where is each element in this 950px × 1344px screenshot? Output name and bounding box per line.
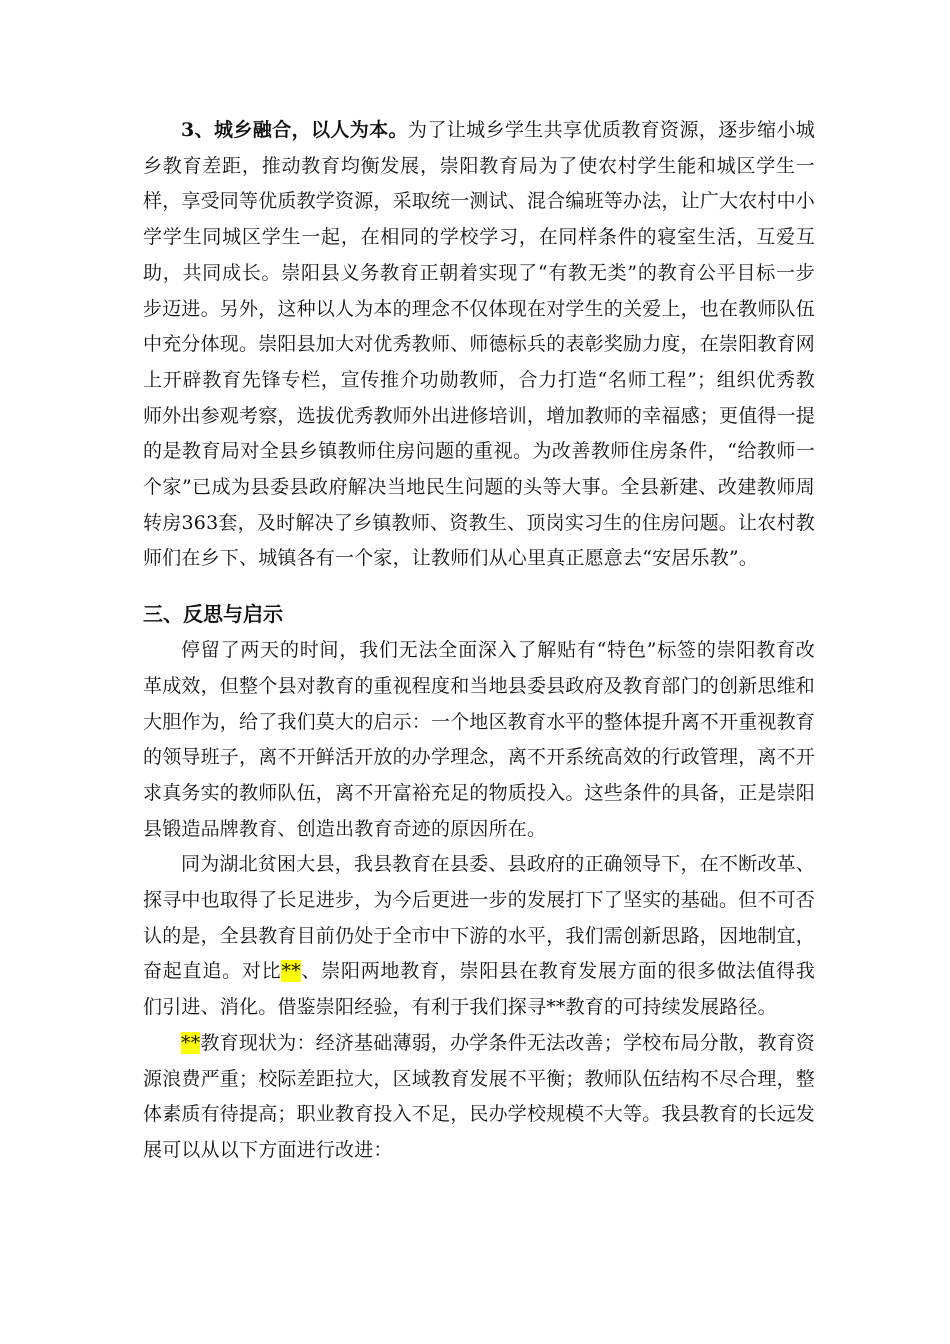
para3-after: 教育现状为：经济基础薄弱，办学条件无法改善；学校布局分散，教育资源浪费严重；校际差距拉大，区域教育发展不平衡；教师队伍结构不尽合理，整体素质有待提高；职业教育投入不足，民办学校规模不大等。我县教育的长远发展可以从以下方面进行改进：: [143, 1031, 816, 1161]
document-body: [143, 113, 815, 1169]
para2-after: 、崇阳两地教育，崇阳县在教育发展方面的很多做法值得我们引进、消化。借鉴崇阳经验，有利于我们探寻**教育的可持续发展路径。: [143, 960, 816, 1019]
reflection-paragraph-2: [143, 847, 815, 1026]
section3-body: 为了让城乡学生共享优质教育资源，逐步缩小城乡教育差距，推动教育均衡发展，崇阳教育局为了使农村学生能和城区学生一样，享受同等优质教学资源，采取统一测试、混合编班等办法，让广大农村中小学学生同城区学生一起，在相同的学校学习，在同样条件的寝室生活，互爱互助，共同成长。崇阳县义务教育正朝着实现了“有教无类”的教育公平目标一步步迈进。另外，这种以人为本的理念不仅体现在对学生的关爱上，也在教师队伍中充分体现。崇阳县加大对优秀教师、师德标兵的表彰奖励力度，在崇阳教育网上开辟教育先锋专栏，宣传推介功勋教师，合力打造“名师工程”；组织优秀教师外出参观考察，选拔优秀教师外出进修培训，增加教师的幸福感；更值得一提的是教育局对全县乡镇教师住房问题的重视。为改善教师住房条件，“给教师一个家”已成为县委县政府解决当地民生问题的头等大事。全县新建、改建教师周转房363套，及时解决了乡镇教师、资教生、顶岗实习生的住房问题。让农村教师们在乡下、城镇各有一个家，让教师们从心里真正愿意去“安居乐教”。: [143, 119, 816, 570]
heading-reflection: 三、反思与启示: [143, 602, 283, 627]
para2-highlight: **: [281, 960, 301, 983]
para3-highlight: **: [181, 1031, 201, 1054]
para2-before: 同为湖北贫困大县，我县教育在县委、县政府的正确领导下，在不断改革、探寻中也取得了长足进步，为今后更进一步的发展打下了坚实的基础。但不可否认的是，全县教育目前仍处于全市中下游的水平，我们需创新思路，因地制宜，奋起直追。对比: [143, 853, 816, 983]
section3-paragraph: [143, 113, 815, 577]
reflection-paragraph-1: 停留了两天的时间，我们无法全面深入了解贴有“特色”标签的崇阳教育改革成效，但整个县对教育的重视程度和当地县委县政府及教育部门的创新思维和大胆作为，给了我们莫大的启示：一个地区教育水平的整体提升离不开重视教育的领导班子，离不开鲜活开放的办学理念，离不开系统高效的行政管理，离不开求真务实的教师队伍，离不开富裕充足的物质投入。这些条件的具备，正是崇阳县锻造品牌教育、创造出教育奇迹的原因所在。: [143, 639, 816, 840]
reflection-paragraph-3: [143, 1026, 815, 1169]
section3-lead: 3、城乡融合，以人为本。: [181, 119, 408, 141]
